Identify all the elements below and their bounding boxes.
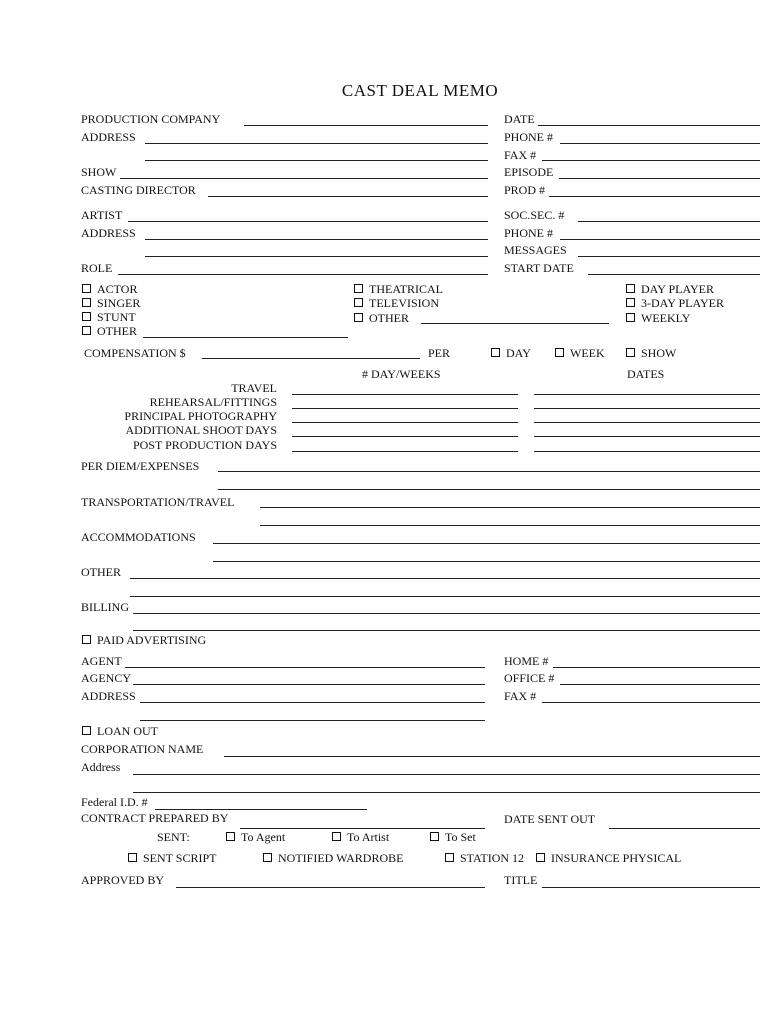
episode-field[interactable]: [559, 178, 760, 179]
days-weeks-header: # DAY/WEEKS: [362, 367, 441, 381]
schedule-dates-field[interactable]: [534, 422, 760, 423]
form-title: CAST DEAL MEMO: [341, 81, 499, 100]
prod-number-field[interactable]: [549, 196, 760, 197]
other-media-label: OTHER: [369, 311, 409, 325]
television-label: TELEVISION: [369, 296, 439, 310]
paid-advertising-label: PAID ADVERTISING: [97, 633, 207, 647]
to-set-checkbox[interactable]: [430, 832, 439, 841]
other-terms-field[interactable]: [130, 578, 760, 579]
schedule-row-label: TRAVEL: [231, 381, 277, 395]
show-field[interactable]: [120, 178, 488, 179]
home-phone-label: HOME #: [504, 654, 549, 668]
federal-id-label: Federal I.D. #: [81, 795, 148, 809]
casting-director-field[interactable]: [208, 196, 488, 197]
per-show-checkbox[interactable]: [626, 348, 635, 357]
day-player-checkbox[interactable]: [626, 284, 635, 293]
other-category-label: OTHER: [97, 324, 137, 338]
paid-advertising-checkbox[interactable]: [82, 635, 91, 644]
singer-label: SINGER: [97, 296, 141, 310]
loan-out-address-field[interactable]: [133, 774, 760, 775]
accommodations-field-2[interactable]: [213, 561, 760, 562]
contract-prepared-by-field[interactable]: [240, 828, 485, 829]
office-phone-field[interactable]: [560, 684, 760, 685]
agent-fax-field[interactable]: [542, 702, 760, 703]
per-day-checkbox[interactable]: [491, 348, 500, 357]
schedule-dates-field[interactable]: [534, 436, 760, 437]
three-day-player-checkbox[interactable]: [626, 298, 635, 307]
production-address-label: ADDRESS: [81, 130, 136, 144]
artist-address-field-2[interactable]: [145, 256, 488, 257]
start-date-label: START DATE: [504, 261, 574, 275]
singer-checkbox[interactable]: [82, 298, 91, 307]
artist-label: ARTIST: [81, 208, 123, 222]
weekly-label: WEEKLY: [641, 311, 691, 325]
to-artist-label: To Artist: [347, 830, 390, 844]
schedule-dates-field[interactable]: [534, 394, 760, 395]
schedule-days-field[interactable]: [292, 422, 518, 423]
corporation-name-label: CORPORATION NAME: [81, 742, 204, 756]
insurance-physical-label: INSURANCE PHYSICAL: [551, 851, 682, 865]
role-label: ROLE: [81, 261, 113, 275]
station-12-label: STATION 12: [460, 851, 525, 865]
compensation-field[interactable]: [202, 358, 420, 359]
theatrical-checkbox[interactable]: [354, 284, 363, 293]
schedule-row-label: PRINCIPAL PHOTOGRAPHY: [124, 409, 277, 423]
compensation-label: COMPENSATION $: [84, 346, 186, 360]
other-category-checkbox[interactable]: [82, 326, 91, 335]
schedule-row-label: REHEARSAL/FITTINGS: [149, 395, 277, 409]
agent-address-field-2[interactable]: [140, 720, 485, 721]
production-fax-label: FAX #: [504, 148, 537, 162]
insurance-physical-checkbox[interactable]: [536, 853, 545, 862]
loan-out-address-label: Address: [81, 760, 121, 774]
show-label: SHOW: [81, 165, 117, 179]
agency-label: AGENCY: [81, 671, 131, 685]
corporation-name-field[interactable]: [224, 756, 760, 757]
office-phone-label: OFFICE #: [504, 671, 555, 685]
artist-address-label: ADDRESS: [81, 226, 136, 240]
per-show-label: SHOW: [641, 346, 677, 360]
other-category-field[interactable]: [143, 337, 348, 338]
per-diem-field-2[interactable]: [218, 489, 760, 490]
schedule-row-label: ADDITIONAL SHOOT DAYS: [125, 423, 277, 437]
production-company-field[interactable]: [244, 125, 488, 126]
other-media-field[interactable]: [421, 323, 609, 324]
actor-checkbox[interactable]: [82, 284, 91, 293]
approved-by-field[interactable]: [176, 887, 485, 888]
television-checkbox[interactable]: [354, 298, 363, 307]
production-company-label: PRODUCTION COMPANY: [81, 112, 221, 126]
per-week-checkbox[interactable]: [555, 348, 564, 357]
episode-label: EPISODE: [504, 165, 554, 179]
transportation-label: TRANSPORTATION/TRAVEL: [81, 495, 235, 509]
production-fax-field[interactable]: [542, 160, 760, 161]
three-day-player-label: 3-DAY PLAYER: [641, 296, 725, 310]
production-address-field-2[interactable]: [145, 160, 488, 161]
schedule-dates-field[interactable]: [534, 451, 760, 452]
weekly-checkbox[interactable]: [626, 313, 635, 322]
to-set-label: To Set: [445, 830, 476, 844]
transportation-field[interactable]: [260, 507, 760, 508]
stunt-checkbox[interactable]: [82, 312, 91, 321]
production-phone-label: PHONE #: [504, 130, 554, 144]
transportation-field-2[interactable]: [260, 525, 760, 526]
actor-label: ACTOR: [97, 282, 138, 296]
contract-prepared-by-label: CONTRACT PREPARED BY: [81, 811, 229, 825]
per-diem-field[interactable]: [218, 471, 760, 472]
per-diem-label: PER DIEM/EXPENSES: [81, 459, 200, 473]
billing-field[interactable]: [133, 613, 760, 614]
title-label: TITLE: [504, 873, 538, 887]
soc-sec-label: SOC.SEC. #: [504, 208, 565, 222]
date-field[interactable]: [538, 125, 760, 126]
agent-field[interactable]: [125, 667, 485, 668]
artist-phone-label: PHONE #: [504, 226, 554, 240]
casting-director-label: CASTING DIRECTOR: [81, 183, 196, 197]
schedule-days-field[interactable]: [292, 436, 518, 437]
sent-script-checkbox[interactable]: [128, 853, 137, 862]
role-field[interactable]: [118, 274, 488, 275]
schedule-days-field[interactable]: [292, 394, 518, 395]
start-date-field[interactable]: [588, 274, 760, 275]
date-sent-out-field[interactable]: [609, 828, 760, 829]
messages-field[interactable]: [578, 256, 760, 257]
agent-fax-label: FAX #: [504, 689, 537, 703]
agent-label: AGENT: [81, 654, 122, 668]
billing-field-2[interactable]: [133, 630, 760, 631]
artist-address-field[interactable]: [145, 239, 488, 240]
agent-address-field[interactable]: [140, 702, 485, 703]
schedule-dates-field[interactable]: [534, 408, 760, 409]
to-artist-checkbox[interactable]: [332, 832, 341, 841]
schedule-days-field[interactable]: [292, 451, 518, 452]
to-agent-checkbox[interactable]: [226, 832, 235, 841]
day-player-label: DAY PLAYER: [641, 282, 715, 296]
loan-out-checkbox[interactable]: [82, 726, 91, 735]
soc-sec-field[interactable]: [578, 221, 760, 222]
per-label: PER: [428, 346, 451, 360]
artist-field[interactable]: [128, 221, 488, 222]
dates-header: DATES: [627, 367, 665, 381]
home-phone-field[interactable]: [553, 667, 760, 668]
per-week-label: WEEK: [570, 346, 605, 360]
per-day-label: DAY: [506, 346, 531, 360]
title-field[interactable]: [542, 887, 760, 888]
loan-out-label: LOAN OUT: [97, 724, 158, 738]
accommodations-field[interactable]: [213, 543, 760, 544]
to-agent-label: To Agent: [241, 830, 286, 844]
stunt-label: STUNT: [97, 310, 136, 324]
messages-label: MESSAGES: [504, 243, 567, 257]
federal-id-field[interactable]: [155, 809, 367, 810]
prod-number-label: PROD #: [504, 183, 546, 197]
loan-out-address-field-2[interactable]: [133, 792, 760, 793]
sent-script-label: SENT SCRIPT: [143, 851, 217, 865]
agency-field[interactable]: [133, 684, 485, 685]
other-terms-field-2[interactable]: [130, 596, 760, 597]
agent-address-label: ADDRESS: [81, 689, 136, 703]
production-address-field[interactable]: [145, 143, 488, 144]
date-label: DATE: [504, 112, 535, 126]
notified-wardrobe-checkbox[interactable]: [263, 853, 272, 862]
theatrical-label: THEATRICAL: [369, 282, 443, 296]
station-12-checkbox[interactable]: [445, 853, 454, 862]
sent-label: SENT:: [157, 830, 190, 844]
approved-by-label: APPROVED BY: [81, 873, 165, 887]
notified-wardrobe-label: NOTIFIED WARDROBE: [278, 851, 404, 865]
date-sent-out-label: DATE SENT OUT: [504, 812, 596, 826]
other-media-checkbox[interactable]: [354, 313, 363, 322]
schedule-row-label: POST PRODUCTION DAYS: [132, 438, 277, 452]
schedule-days-field[interactable]: [292, 408, 518, 409]
other-terms-label: OTHER: [81, 565, 121, 579]
accommodations-label: ACCOMMODATIONS: [81, 530, 196, 544]
artist-phone-field[interactable]: [560, 239, 760, 240]
billing-label: BILLING: [81, 600, 129, 614]
production-phone-field[interactable]: [560, 143, 760, 144]
